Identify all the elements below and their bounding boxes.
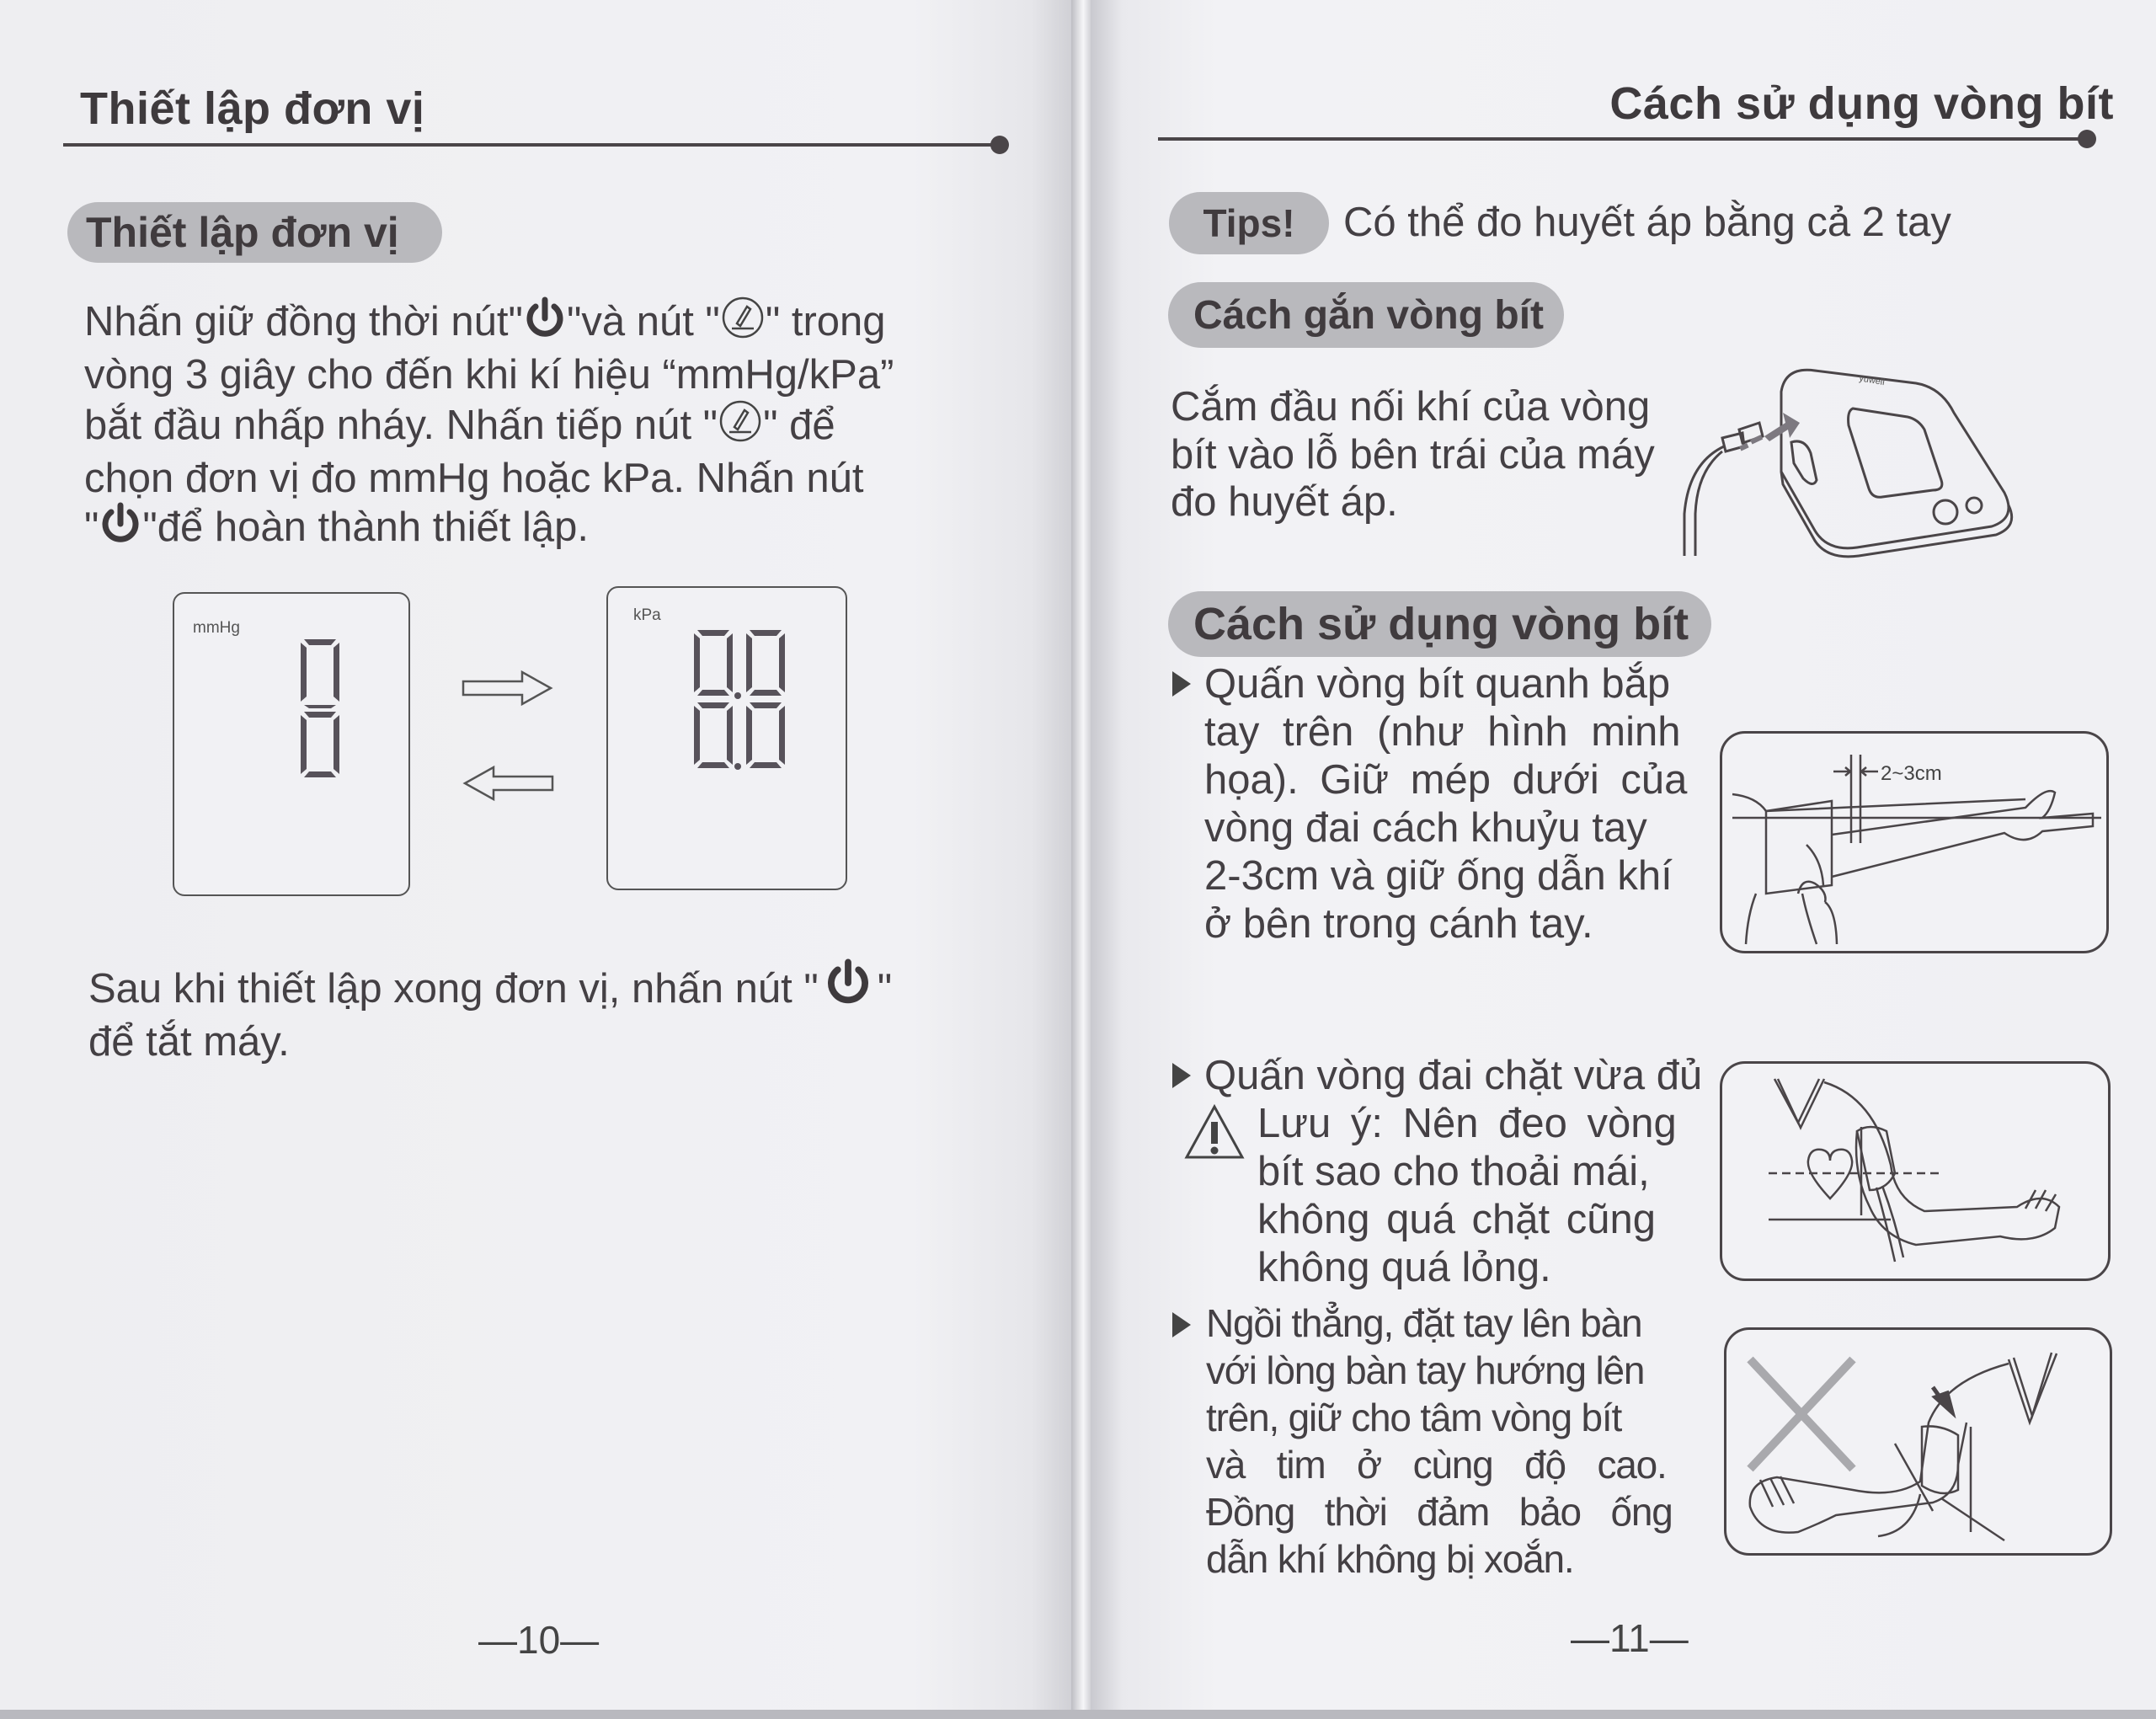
lcd-display-mmhg <box>173 592 410 896</box>
step-wrap-cuff <box>1204 660 1693 948</box>
paragraph-line: tay trên (như hình minh <box>1204 709 1681 755</box>
paragraph-line: vòng 3 giây cho đến khi kí hiệu “mmHg/kPa” <box>84 351 894 398</box>
tips-text: Có thể đo huyết áp bằng cả 2 tay <box>1343 200 1951 245</box>
section-pill-label: Cách sử dụng vòng bít <box>1193 599 1689 649</box>
power-icon <box>523 296 567 351</box>
paragraph-line: không quá chặt cũng <box>1257 1197 1656 1242</box>
paragraph-line: bít sao cho thoải mái, <box>1257 1149 1650 1194</box>
lcd-unit-label: kPa <box>633 606 661 624</box>
paragraph-line: bắt đầu nhấp nháy. Nhấn tiếp nút " " để <box>84 398 981 455</box>
blood-pressure-monitor-illustration <box>1638 345 2110 564</box>
right-page <box>1091 0 2156 1710</box>
warning-icon <box>1183 1103 1246 1161</box>
step-tighten-cuff: Quấn vòng đai chặt vừa đủ <box>1204 1053 1703 1098</box>
paragraph-line: bít vào lỗ bên trái của máy <box>1171 431 1655 478</box>
svg-text:yuwell: yuwell <box>1858 373 1886 388</box>
page-header-title: Thiết lập đơn vị <box>80 83 425 134</box>
page-number: —10— <box>478 1618 600 1662</box>
bullet-triangle-icon <box>1172 1063 1191 1088</box>
tips-label: Tips! <box>1203 201 1295 245</box>
illustration-heart-level <box>1720 1061 2111 1281</box>
section-pill-attach-cuff <box>1168 282 1564 348</box>
page-header-title: Cách sử dụng vòng bít <box>1609 78 2114 129</box>
arrow-left-icon <box>462 765 554 802</box>
step-sitting-posture <box>1206 1300 1678 1583</box>
paragraph-line: và tim ở cùng độ cao. <box>1206 1443 1667 1487</box>
paragraph-line: không quá lỏng. <box>1257 1245 1551 1290</box>
attach-instructions <box>1171 383 1655 526</box>
page-number: —11— <box>1571 1616 1689 1660</box>
bullet-triangle-icon <box>1172 671 1191 697</box>
section-pill-use-cuff <box>1168 591 1711 657</box>
paragraph-line: Đồng thời đảm bảo ống <box>1206 1490 1673 1534</box>
illustration-incorrect-posture <box>1724 1327 2112 1556</box>
page-bottom-edge <box>0 1710 2156 1719</box>
paragraph-line: chọn đơn vị đo mmHg hoặc kPa. Nhấn nút <box>84 455 864 501</box>
paragraph-line: vòng đai cách khuỷu tay <box>1204 805 1647 851</box>
paragraph-line: Lưu ý: Nên đeo vòng <box>1257 1101 1677 1146</box>
section-pill-unit-setting <box>67 202 442 263</box>
paragraph-line: 2-3cm và giữ ống dẫn khí <box>1204 853 1673 899</box>
paragraph-line: Nhấn giữ đồng thời nút" "và nút " " trong <box>84 295 981 351</box>
paragraph-line: Sau khi thiết lập xong đơn vị, nhấn nút " " <box>88 958 892 1018</box>
left-page <box>0 0 1074 1710</box>
section-pill-label: Cách gắn vòng bít <box>1193 292 1545 338</box>
lcd-unit-label: mmHg <box>193 619 240 637</box>
power-icon <box>99 502 142 557</box>
bullet-triangle-icon <box>1172 1312 1191 1337</box>
arrow-right-icon <box>462 670 554 707</box>
header-rule-dot <box>990 136 1009 154</box>
wrong-x-icon <box>1750 1359 1853 1469</box>
header-rule <box>63 143 998 147</box>
paragraph-line: Quấn vòng bít quanh bắp <box>1204 661 1671 707</box>
paragraph-line: để tắt máy. <box>88 1018 290 1065</box>
caution-note <box>1257 1100 1687 1292</box>
paragraph-line: dẫn khí không bị xoắn. <box>1206 1537 1574 1581</box>
paragraph-line: họa). Giữ mép dưới của <box>1204 757 1688 803</box>
paragraph-line: với lòng bàn tay hướng lên <box>1206 1348 1645 1392</box>
power-off-instructions <box>88 958 892 1065</box>
seven-segment-digits <box>692 628 793 771</box>
section-pill-label: Thiết lập đơn vị <box>86 209 399 256</box>
seven-segment-digits <box>299 638 341 781</box>
paragraph-line: Cắm đầu nối khí của vòng <box>1171 384 1651 430</box>
illustration-cuff-position <box>1720 731 2109 953</box>
paragraph-line: Ngồi thẳng, đặt tay lên bàn <box>1206 1301 1642 1345</box>
svg-text:2~3cm: 2~3cm <box>1881 762 1942 785</box>
header-rule <box>1158 137 2084 141</box>
tips-badge <box>1169 192 1329 254</box>
paragraph-line: " "để hoàn thành thiết lập. <box>84 502 981 557</box>
lcd-display-kpa <box>606 586 847 890</box>
paragraph-line: đo huyết áp. <box>1171 479 1398 525</box>
header-rule-dot <box>2078 130 2096 148</box>
memory-pen-icon <box>718 398 763 455</box>
paragraph-line: ở bên trong cánh tay. <box>1204 901 1593 947</box>
paragraph-line: trên, giữ cho tâm vòng bít <box>1206 1396 1622 1439</box>
unit-setting-instructions <box>84 295 981 557</box>
memory-pen-icon <box>720 295 766 351</box>
power-icon <box>824 958 873 1018</box>
